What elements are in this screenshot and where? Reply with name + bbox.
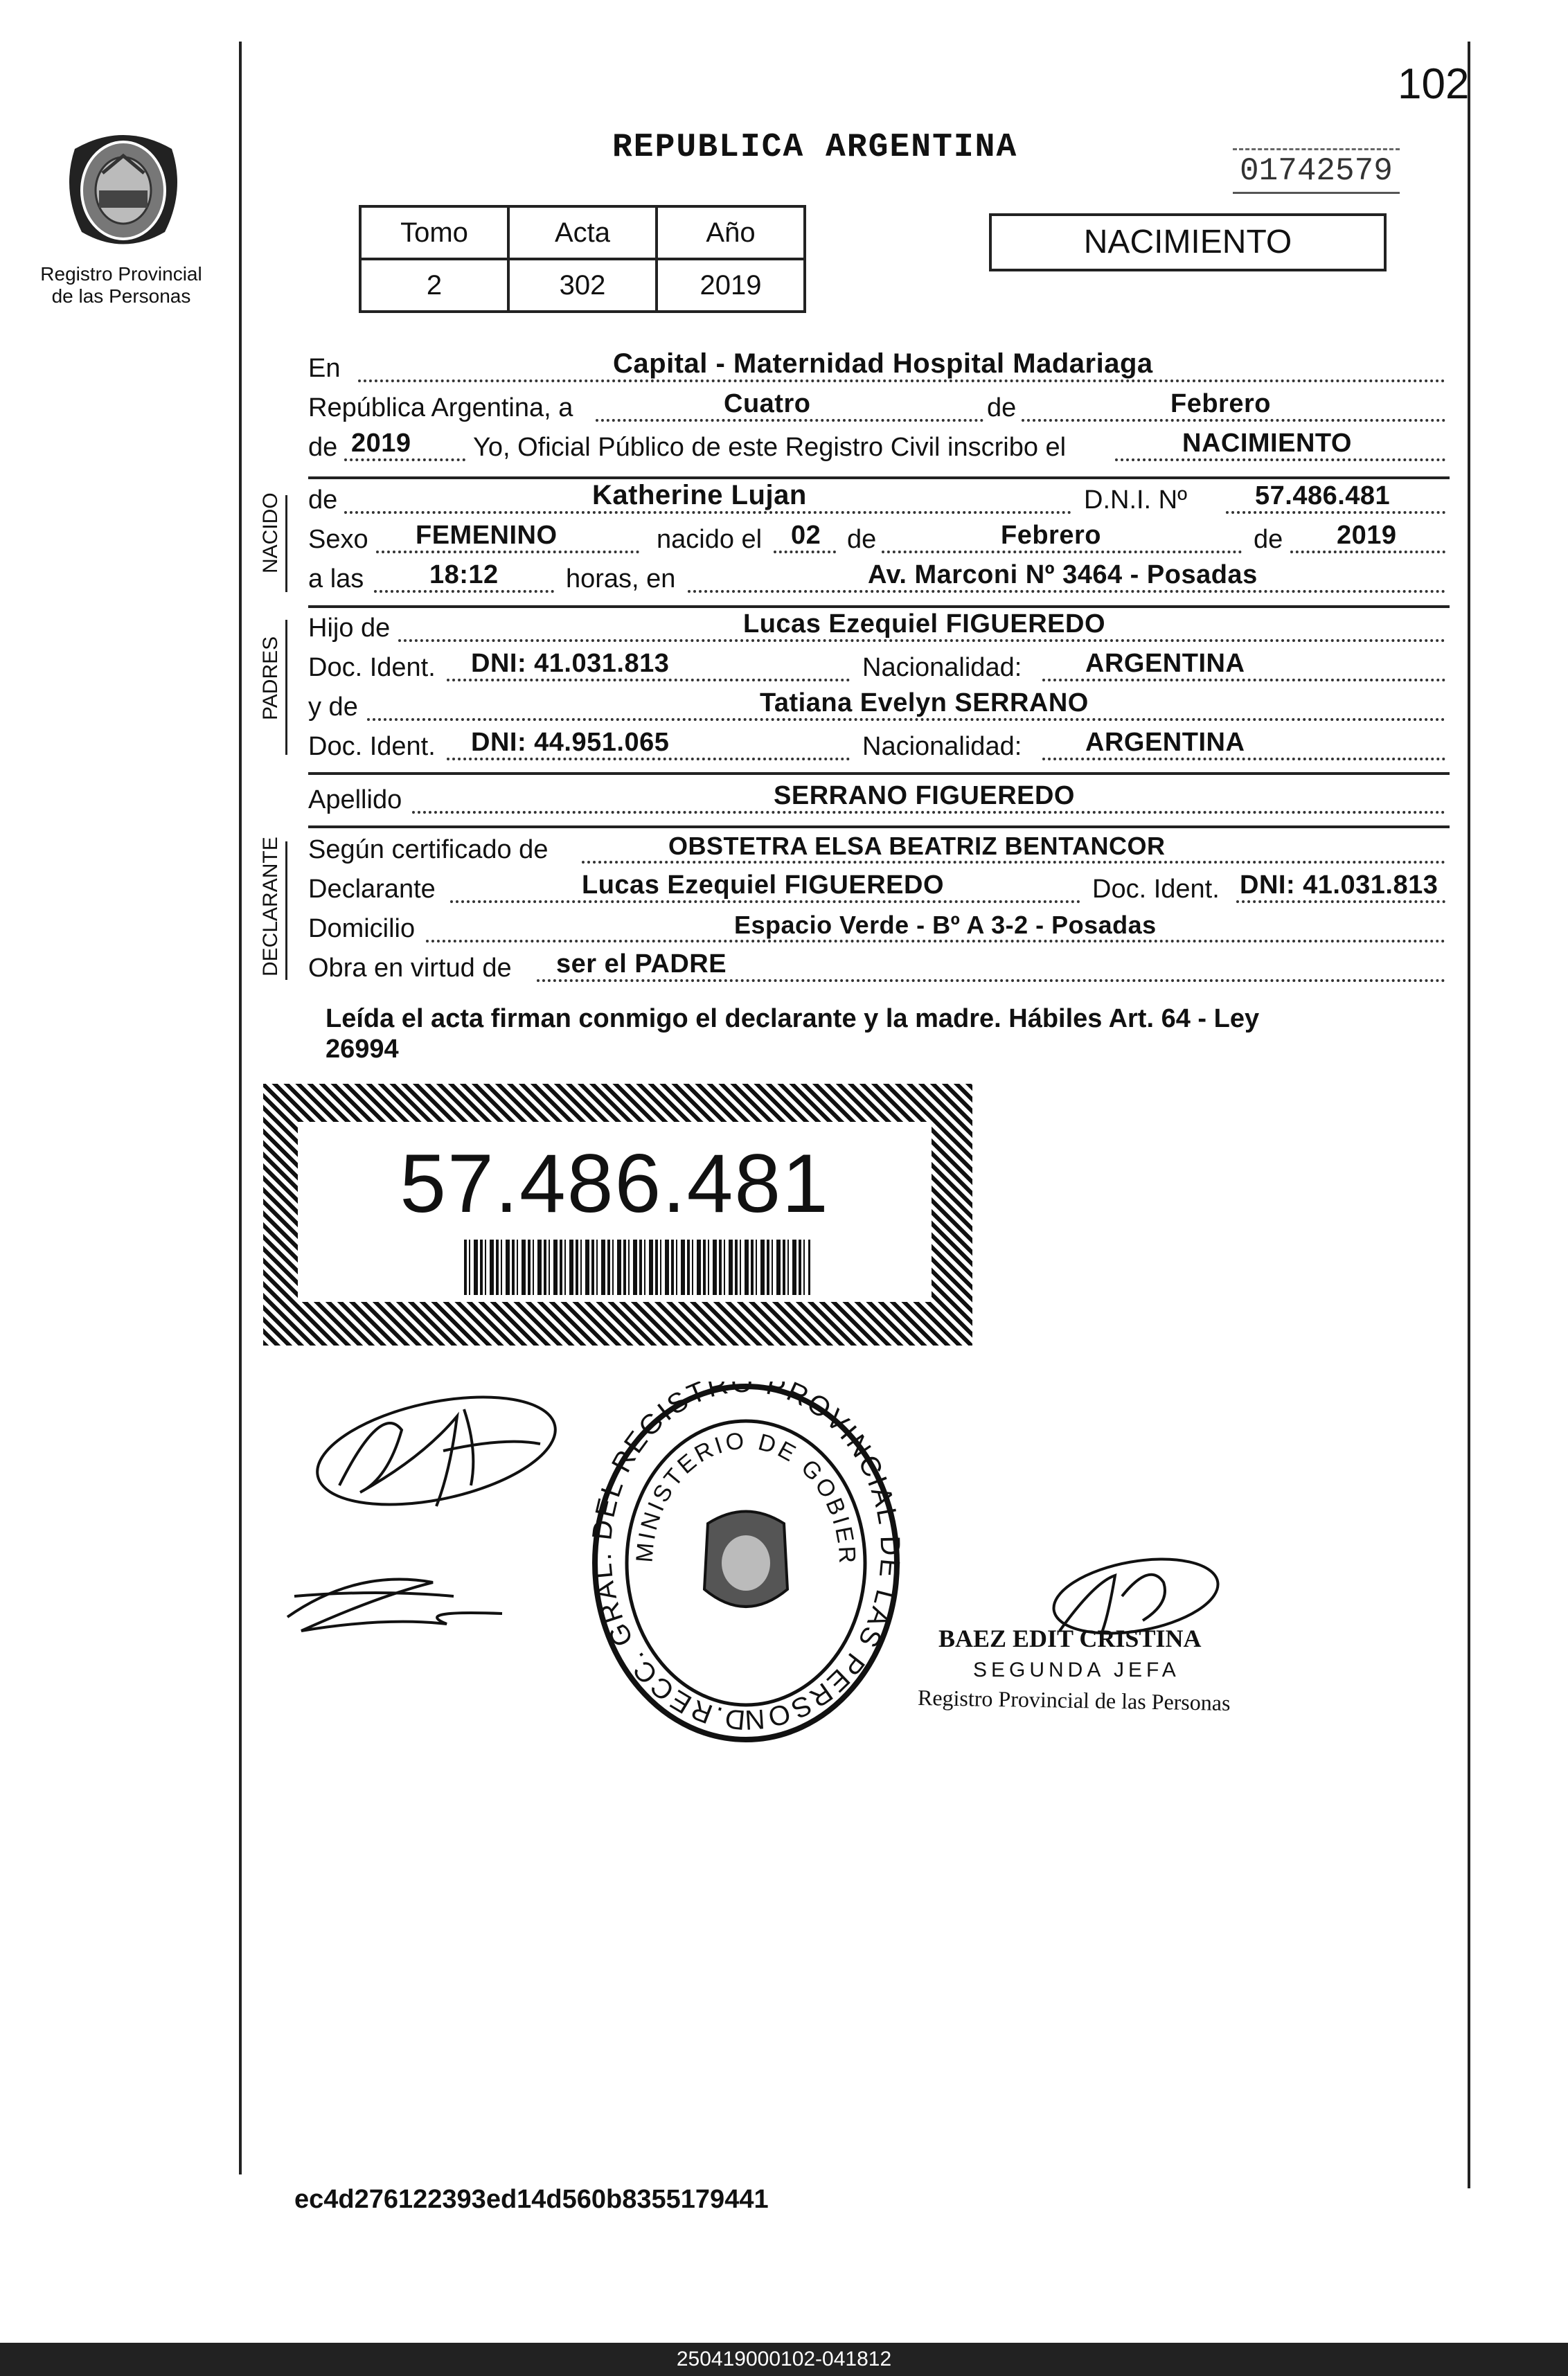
official-seal — [590, 1382, 902, 1745]
dni-value: 57.486.481 — [1255, 481, 1391, 510]
logo-caption-2: de las Personas — [51, 285, 191, 307]
de4-label: de — [1254, 525, 1283, 554]
dotted-line — [447, 679, 850, 681]
closing-line-2: 26994 — [326, 1035, 399, 1064]
doc-ident2-label: Doc. Ident. — [308, 732, 436, 761]
row-domicilio — [308, 913, 1447, 948]
barcode-bars — [464, 1240, 810, 1295]
signatory-name: BAEZ EDIT CRISTINA — [938, 1625, 1202, 1652]
nacido-dia: 02 — [791, 521, 821, 550]
year-value: 2019 — [351, 429, 411, 458]
section-declarante-label: DECLARANTE — [259, 837, 282, 976]
row-hora — [308, 560, 1447, 598]
record-type-box: NACIMIENTO — [989, 213, 1387, 271]
dotted-line — [426, 940, 1445, 943]
declarante-label: Declarante — [308, 875, 436, 904]
row-padre-doc — [308, 649, 1447, 687]
declarante-doc: DNI: 41.031.813 — [1240, 870, 1438, 900]
row-madre-doc — [308, 728, 1447, 766]
a-las-label: a las — [308, 564, 364, 593]
left-margin-line — [239, 42, 242, 2174]
page-number: 102 — [1398, 60, 1470, 108]
dotted-line — [1042, 679, 1445, 681]
inscribo-value: NACIMIENTO — [1182, 429, 1352, 458]
certificado-value: OBSTETRA ELSA BEATRIZ BENTANCOR — [668, 832, 1166, 860]
section-nacido-label: NACIDO — [259, 492, 282, 573]
hora-value: 18:12 — [429, 560, 499, 589]
closing-line-1: Leída el acta firman conmigo el declarante y la madre. Hábiles Art. 64 - Ley — [326, 1004, 1260, 1033]
horas-en-label: horas, en — [566, 564, 676, 593]
nombre-value: Katherine Lujan — [592, 480, 807, 510]
dotted-line — [376, 551, 639, 553]
apellido-label: Apellido — [308, 785, 402, 814]
record-header-acta: Acta — [508, 206, 657, 259]
barcode-card — [298, 1122, 932, 1302]
svg-text:D.RECC. GRAL. DEL REGISTRO PRO: D.RECC. GRA EL REGISTRO PROVINCIAL LAS PERSON — [590, 1382, 902, 1735]
dotted-line — [596, 419, 983, 422]
dotted-line — [358, 379, 1445, 382]
dotted-line — [1226, 511, 1445, 514]
de-label: de — [987, 393, 1017, 422]
right-margin-line — [1468, 42, 1470, 2188]
dotted-line — [374, 590, 554, 593]
record-header-anio: Año — [657, 206, 805, 259]
dotted-line — [1236, 900, 1445, 903]
obra-value: ser el PADRE — [556, 949, 727, 979]
record-value-anio: 2019 — [657, 259, 805, 312]
svg-text:MINISTERIO DE GOBIERNO: MINISTERIO DE GOBIER — [631, 1427, 861, 1567]
dotted-line — [882, 551, 1242, 553]
dotted-line — [774, 551, 836, 553]
declarant-signature — [298, 1375, 575, 1527]
dotted-line — [688, 590, 1445, 593]
record-header-tomo: Tomo — [360, 206, 508, 259]
nacionalidad-label: Nacionalidad: — [862, 653, 1022, 682]
document-hash: ec4d276122393ed14d560b8355179441 — [294, 2185, 769, 2214]
certificado-label: Según certificado de — [308, 835, 549, 864]
record-value-acta: 302 — [508, 259, 657, 312]
dotted-line — [450, 900, 1080, 903]
nacido-mes: Febrero — [1001, 521, 1101, 550]
madre-nacionalidad: ARGENTINA — [1085, 728, 1245, 757]
serial-number: 01742579 — [1233, 148, 1400, 194]
nacido-el-label: nacido el — [657, 525, 763, 554]
dotted-line — [367, 718, 1445, 721]
section-divider — [308, 772, 1450, 775]
section-bar — [285, 495, 287, 592]
madre-value: Tatiana Evelyn SERRANO — [760, 688, 1089, 717]
doc-ident3-label: Doc. Ident. — [1092, 875, 1220, 904]
madre-doc: DNI: 44.951.065 — [471, 728, 670, 757]
dotted-line — [1115, 458, 1445, 461]
row-declarante — [308, 870, 1447, 909]
row-apellido — [308, 781, 1447, 819]
sexo-value: FEMENINO — [416, 521, 558, 550]
dotted-line — [1022, 419, 1445, 422]
logo-caption-1: Registro Provincial — [40, 263, 202, 285]
page-title: REPUBLICA ARGENTINA — [612, 129, 1018, 166]
dotted-line — [412, 811, 1445, 814]
dotted-line — [447, 758, 850, 760]
section-bar — [285, 841, 287, 980]
hijo-de-label: Hijo de — [308, 614, 391, 643]
signatory-office: Registro Provincial de las Personas — [917, 1685, 1231, 1715]
dotted-line — [1290, 551, 1445, 553]
lugar-value: Av. Marconi Nº 3464 - Posadas — [868, 560, 1258, 589]
obra-label: Obra en virtud de — [308, 954, 512, 983]
padre-nacionalidad: ARGENTINA — [1085, 649, 1245, 678]
apellido-value: SERRANO FIGUEREDO — [774, 781, 1075, 810]
republica-label: República Argentina, a — [308, 393, 573, 422]
padre-value: Lucas Ezequiel FIGUEREDO — [743, 609, 1105, 638]
footer-code: 250419000102-041812 — [0, 2343, 1568, 2376]
padre-doc: DNI: 41.031.813 — [471, 649, 670, 678]
en-label: En — [308, 354, 341, 383]
day-value: Cuatro — [724, 389, 811, 418]
section-bar — [285, 620, 287, 755]
record-value-tomo: 2 — [360, 259, 508, 312]
nacionalidad2-label: Nacionalidad: — [862, 732, 1022, 761]
record-table — [359, 205, 806, 313]
row-y-de — [308, 688, 1447, 726]
row-anio — [308, 429, 1447, 467]
row-nombre — [308, 480, 1447, 519]
dotted-line — [398, 639, 1445, 642]
section-divider — [308, 476, 1450, 479]
domicilio-label: Domicilio — [308, 914, 416, 943]
month-value: Febrero — [1170, 389, 1271, 418]
province-logo — [54, 107, 193, 260]
section-divider — [308, 605, 1450, 608]
de2-label: de — [308, 433, 338, 462]
dni-barcode-panel — [263, 1084, 972, 1346]
signatory-role: SEGUNDA JEFA — [973, 1659, 1180, 1681]
dni-label: D.N.I. Nº — [1084, 485, 1187, 515]
dotted-line — [344, 458, 465, 461]
yo-text: Yo, Oficial Público de este Registro Civil inscribo el — [473, 433, 1067, 462]
row-en — [308, 348, 1447, 388]
de3-label: de — [847, 525, 877, 554]
row-sexo — [308, 521, 1447, 559]
mother-signature — [274, 1548, 523, 1652]
row-republica — [308, 389, 1447, 427]
declarante-value: Lucas Ezequiel FIGUEREDO — [582, 870, 944, 900]
section-divider — [308, 825, 1450, 828]
row-obra — [308, 949, 1447, 988]
nombre-label: de — [308, 485, 338, 515]
section-padres-label: PADRES — [259, 636, 282, 720]
row-certificado — [308, 834, 1447, 869]
y-de-label: y de — [308, 693, 358, 722]
dotted-line — [582, 861, 1445, 864]
en-value: Capital - Maternidad Hospital Madariaga — [613, 348, 1153, 379]
dotted-line — [537, 979, 1445, 982]
doc-ident-label: Doc. Ident. — [308, 653, 436, 682]
dotted-line — [344, 511, 1071, 514]
row-hijo-de — [308, 609, 1447, 647]
domicilio-value: Espacio Verde - Bº A 3-2 - Posadas — [734, 911, 1157, 939]
sexo-label: Sexo — [308, 525, 368, 554]
nacido-anio: 2019 — [1337, 521, 1397, 550]
dotted-line — [1042, 758, 1445, 760]
barcode-number: 57.486.481 — [400, 1137, 830, 1230]
